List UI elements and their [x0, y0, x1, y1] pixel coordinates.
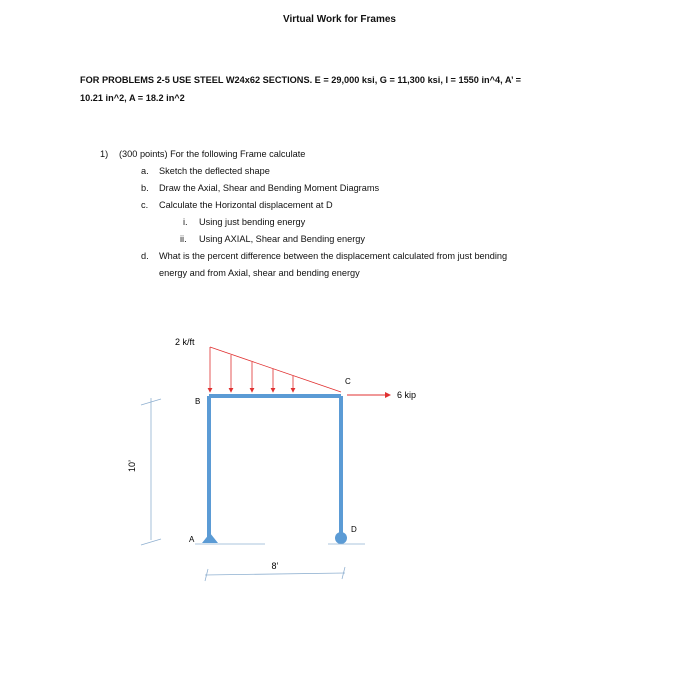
subitem-label: ii. [180, 234, 187, 244]
item-label: a. [141, 166, 149, 176]
node-label-b: B [195, 397, 201, 406]
dimension-line [205, 573, 345, 575]
item-text: Draw the Axial, Shear and Bending Moment Diagrams [159, 183, 380, 193]
item-text: What is the percent difference between the displacement calculated from just bending [159, 251, 508, 261]
node-label-d: D [351, 525, 357, 534]
header-line-1: FOR PROBLEMS 2-5 USE STEEL W24x62 SECTIONS. E = 29,000 ksi, G = 11,300 ksi, I = 1550 in^4, A’ = [80, 75, 521, 85]
header-line-2: 10.21 in^2, A = 18.2 in^2 [80, 93, 185, 103]
item-label: c. [141, 200, 149, 210]
item-label: d. [141, 251, 149, 261]
height-dimension [141, 398, 161, 545]
problem-intro: (300 points) For the following Frame calculate [119, 149, 306, 159]
subitem-label: i. [183, 217, 188, 227]
point-load-label: 6 kip [397, 390, 417, 400]
page-title: Virtual Work for Frames [283, 14, 396, 25]
height-dimension-label: 10’ [127, 459, 137, 473]
item-label: b. [141, 183, 149, 193]
frame-members [209, 396, 341, 537]
subitem-text: Using just bending energy [199, 217, 306, 227]
node-label-a: A [189, 535, 195, 544]
distributed-load [210, 347, 341, 392]
roller-support-icon [335, 532, 347, 544]
problem-number: 1) [100, 149, 109, 159]
subitem-text: Using AXIAL, Shear and Bending energy [199, 234, 365, 244]
distributed-load-label: 2 k/ft [175, 337, 195, 347]
item-text: Sketch the deflected shape [159, 166, 270, 176]
width-dimension-label: 8’ [271, 561, 279, 571]
pin-support-icon [202, 533, 218, 543]
item-text: energy and from Axial, shear and bending energy [159, 268, 360, 278]
item-text: Calculate the Horizontal displacement at D [159, 200, 333, 210]
node-label-c: C [345, 377, 351, 386]
load-envelope [210, 347, 341, 392]
